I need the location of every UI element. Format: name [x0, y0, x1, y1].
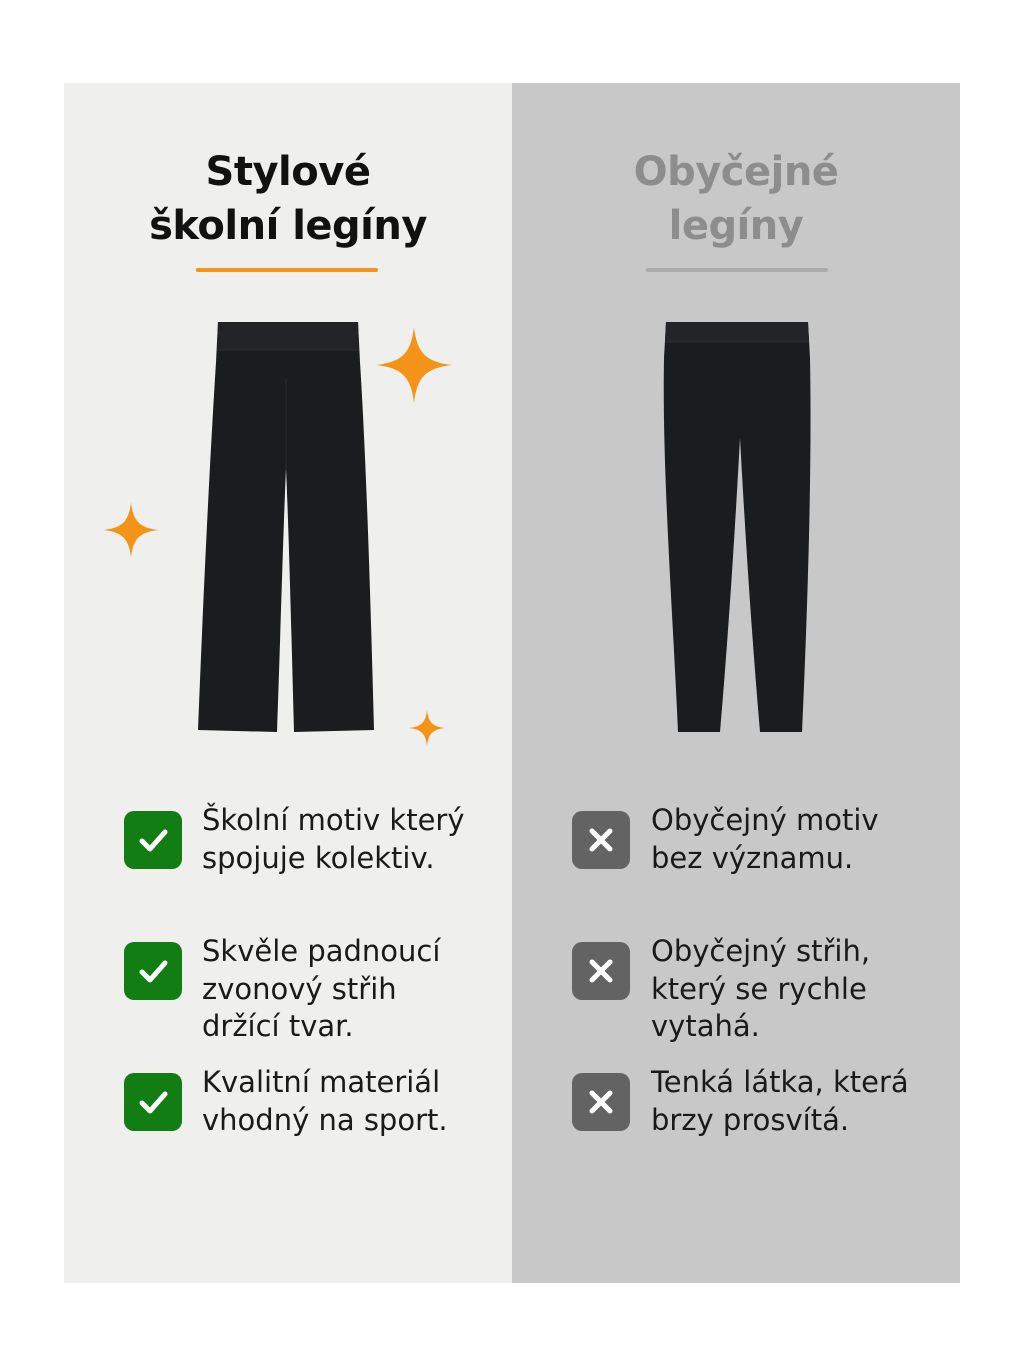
cross-icon	[586, 956, 616, 986]
check-icon	[136, 823, 170, 857]
feature-item	[64, 929, 512, 1059]
feature-text	[202, 933, 502, 1046]
sparkle-icon	[408, 709, 446, 747]
check-icon	[136, 954, 170, 988]
ordinary-leggings-title	[512, 145, 960, 253]
flared-leggings-image	[194, 318, 384, 738]
feature-text	[651, 1064, 951, 1139]
feature-line: Kvalitní materiál	[202, 1065, 441, 1099]
feature-line: brzy prosvítá.	[651, 1102, 850, 1137]
cross-badge	[572, 1073, 630, 1131]
cross-icon	[586, 825, 616, 855]
title-line-2: legíny	[668, 203, 804, 249]
feature-line: který se rychle	[651, 971, 867, 1006]
title-line-2: školní legíny	[149, 203, 427, 249]
title-line-1: Stylové	[205, 149, 371, 195]
stylish-leggings-panel	[64, 83, 512, 1283]
feature-text	[651, 933, 951, 1046]
feature-line: Obyčejný motiv	[651, 803, 879, 837]
feature-item	[64, 798, 512, 928]
check-badge	[124, 811, 182, 869]
straight-leggings-image	[652, 318, 822, 738]
feature-item	[512, 798, 960, 928]
feature-line: vytahá.	[651, 1009, 760, 1043]
feature-text	[651, 802, 951, 877]
feature-line: držící tvar.	[202, 1009, 354, 1043]
feature-line: spojuje kolektiv.	[202, 840, 435, 875]
check-badge	[124, 1073, 182, 1131]
stylish-leggings-title	[64, 145, 512, 253]
feature-text	[202, 1064, 502, 1139]
check-icon	[136, 1085, 170, 1119]
feature-line: vhodný na sport.	[202, 1102, 448, 1137]
title-underline	[646, 268, 828, 272]
feature-line: Tenká látka, která	[651, 1065, 909, 1099]
feature-line: zvonový střih	[202, 971, 397, 1006]
feature-line: Školní motiv který	[202, 803, 465, 837]
cross-badge	[572, 942, 630, 1000]
feature-item	[512, 1060, 960, 1190]
feature-line: Obyčejný střih,	[651, 934, 871, 968]
sparkle-icon	[102, 501, 160, 559]
feature-text	[202, 802, 502, 877]
ordinary-leggings-panel	[512, 83, 960, 1283]
title-line-1: Obyčejné	[633, 149, 839, 195]
cross-icon	[586, 1087, 616, 1117]
title-underline	[196, 268, 378, 272]
feature-item	[64, 1060, 512, 1190]
feature-line: Skvěle padnoucí	[202, 934, 441, 968]
sparkle-icon	[374, 325, 454, 405]
cross-badge	[572, 811, 630, 869]
check-badge	[124, 942, 182, 1000]
feature-item	[512, 929, 960, 1059]
feature-line: bez významu.	[651, 840, 854, 875]
